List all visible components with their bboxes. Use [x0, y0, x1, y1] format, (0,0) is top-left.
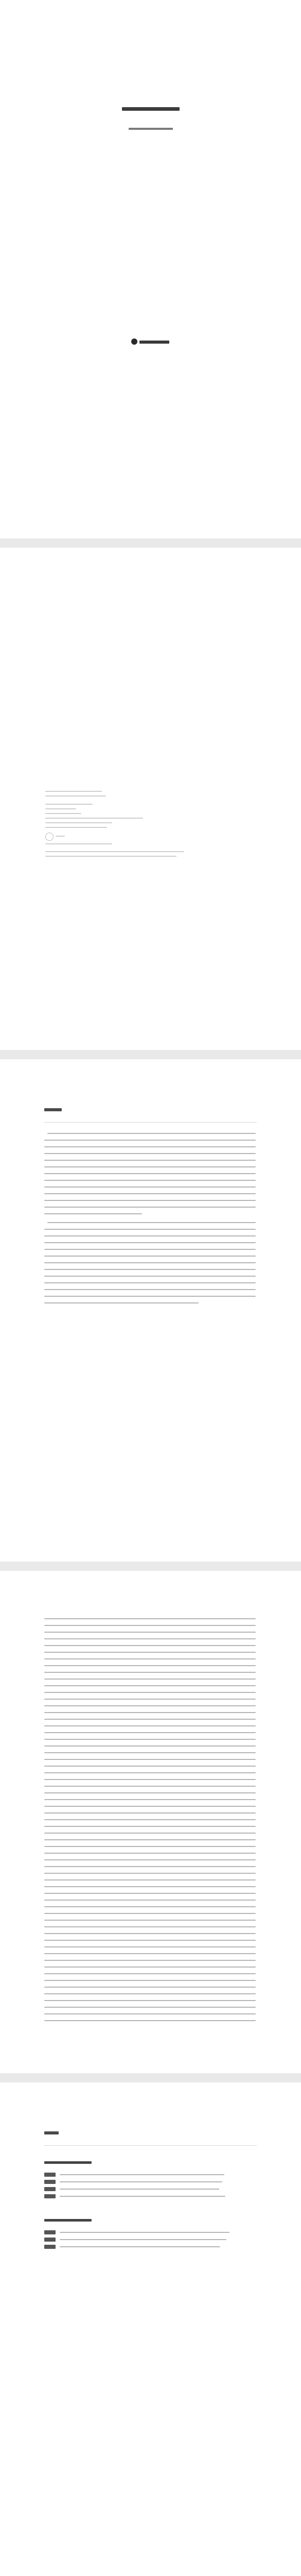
publisher-logo-icon [131, 338, 137, 345]
toc-page [0, 2082, 301, 2576]
book-authors [129, 128, 173, 130]
toc-section-heading [44, 2161, 92, 2164]
cover-page [0, 0, 301, 538]
preface-heading [44, 1108, 62, 1111]
toc-section-heading [44, 2219, 92, 2222]
toc-heading [44, 2131, 59, 2134]
publisher-logo [0, 337, 301, 348]
preface-page-1 [0, 1059, 301, 1562]
isbn-stamp [45, 833, 54, 841]
preface-page-2 [0, 1571, 301, 2073]
copyright-page [0, 548, 301, 1050]
